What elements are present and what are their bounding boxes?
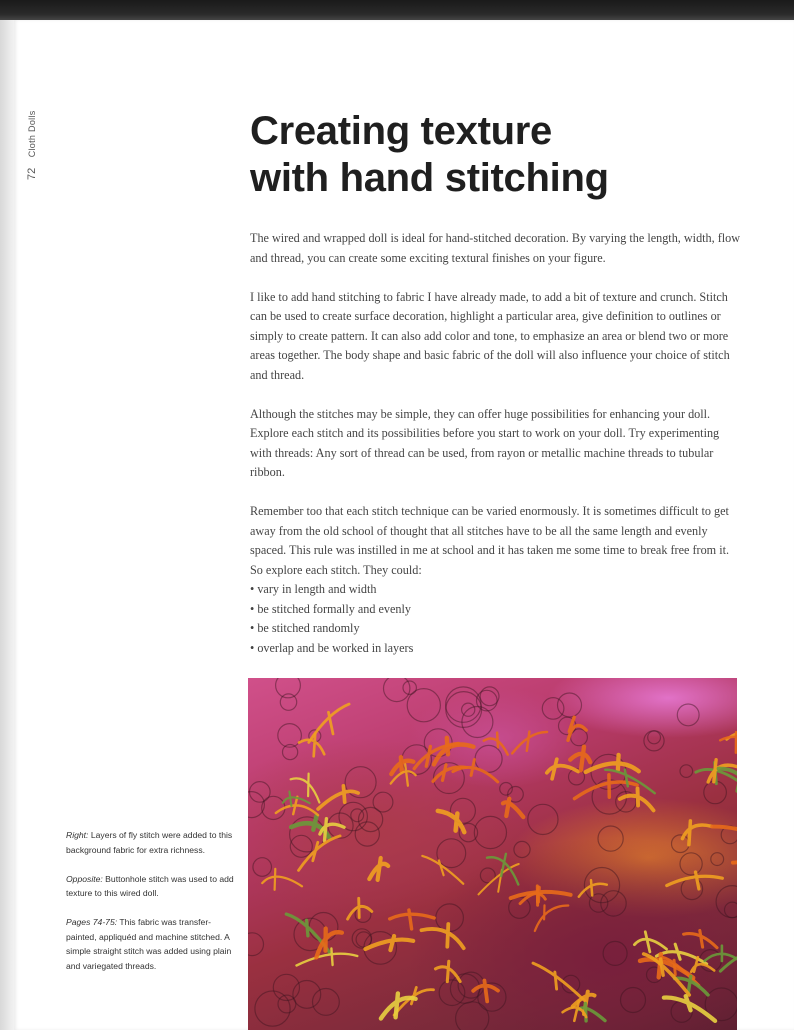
title-line-2: with hand stitching (250, 156, 609, 200)
paragraph-2: I like to add hand stitching to fabric I have already made, to add a bit of texture and crunch. Stitch can be used to create surface decoration, highlight a particular area, give definition to outlines or simply to create pattern. It can also add color and tone, to emphasize an area or blend two or more areas together. The body shape and basic fabric of the doll will also influence your choice of stitch and thread. (250, 289, 730, 382)
fabric-texture-illustration (248, 678, 737, 1030)
paragraph-1: The wired and wrapped doll is ideal for hand-stitched decoration. By varying the length, width, flow and thread, you can create some exciting textural finishes on your figure. (250, 231, 741, 265)
binding-edge (0, 20, 14, 1030)
stitch-options-list (250, 580, 742, 658)
caption-right: Right: Layers of fly stitch were added to this background fabric for extra richness. (66, 830, 233, 855)
title-line-1: Creating texture (250, 109, 552, 153)
top-edge-shadow (0, 0, 794, 20)
page-number: 72 (26, 167, 38, 180)
caption-opposite: Opposite: Buttonhole stitch was used to add texture to this wired doll. (66, 873, 234, 898)
caption-pages-74-75: Pages 74-75: This fabric was transfer-painted, appliquéd and machine stitched. A simple straight stitch was added using plain and variegated threads. (66, 917, 232, 971)
list-item: • vary in length and width (250, 580, 742, 600)
list-item: • overlap and be worked in layers (250, 639, 742, 659)
stitched-fabric-photo (248, 678, 737, 1030)
list-item: • be stitched formally and evenly (250, 600, 742, 620)
section-label: Cloth Dolls (27, 110, 37, 158)
list-item: • be stitched randomly (250, 619, 742, 639)
paragraph-3: Although the stitches may be simple, they can offer huge possibilities for enhancing your doll. Explore each stitch and its possibilities before you start to work on your doll. Try experimenting with threads: Any sort of thread can be used, from rayon or metallic machine threads to tubular ribbon. (250, 406, 720, 479)
body-text (250, 229, 742, 658)
running-head (22, 110, 40, 180)
paragraph-4: Remember too that each stitch technique can be varied enormously. It is sometimes difficult to get away from the old school of thought that all stitches have to be all the same length and evenly spaced. This rule was instilled in me at school and it has taken me some time to break free from it. So explore each stitch. They could: (250, 504, 730, 577)
page-title (250, 108, 609, 202)
photo-captions (66, 828, 236, 988)
